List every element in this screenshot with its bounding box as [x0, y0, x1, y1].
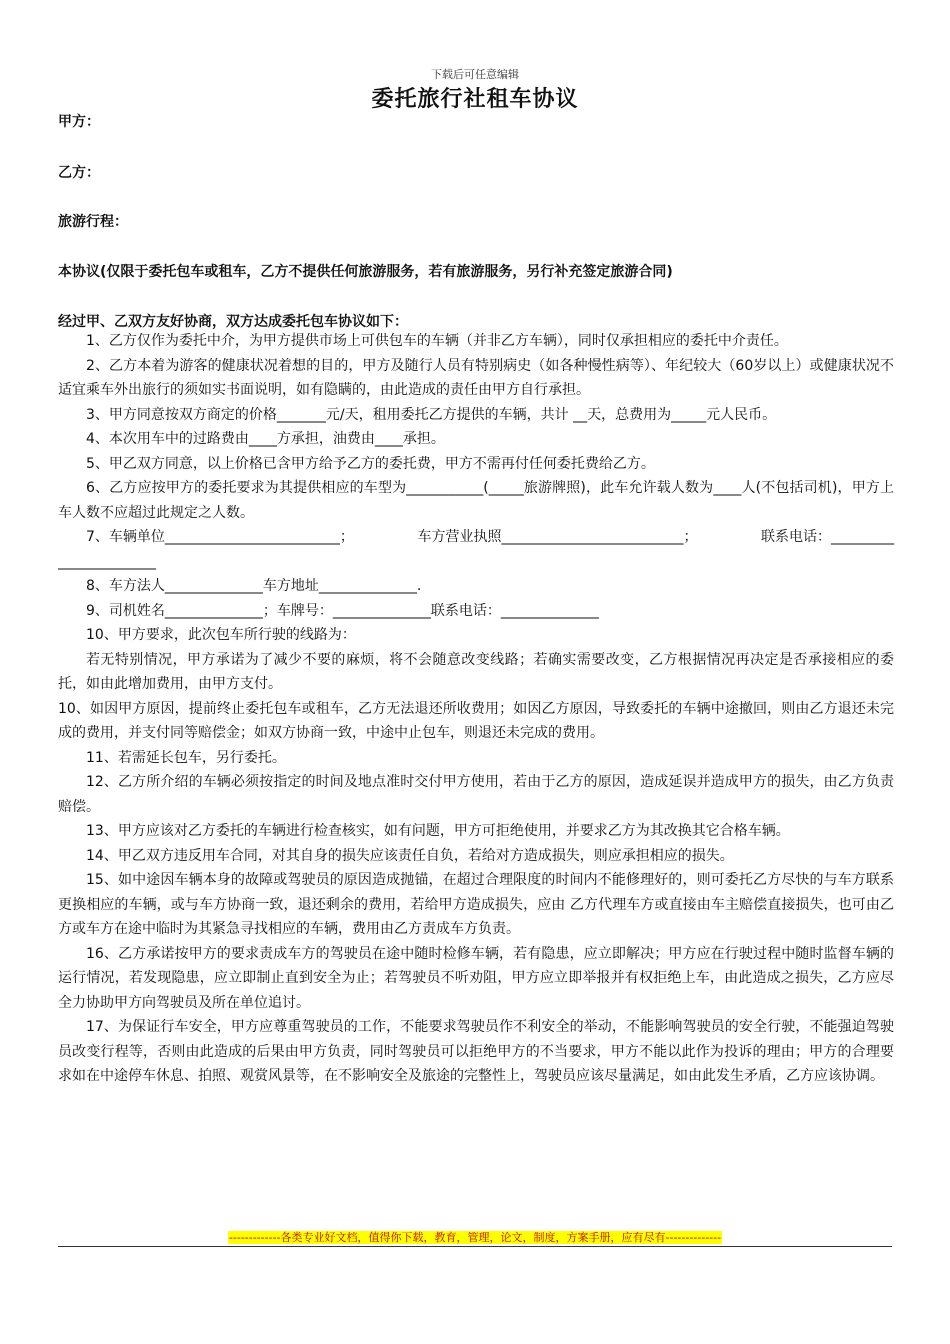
clause-3: 3、甲方同意按双方商定的价格_______元/天，租用委托乙方提供的车辆，共计 __天，总费用为_____元人民币。 — [86, 406, 777, 423]
clause-1: 1、乙方仅作为委托中介，为甲方提供市场上可供包车的车辆（并非乙方车辆），同时仅承担相应的委托中介责任。 — [86, 333, 788, 349]
clause-7 — [58, 525, 894, 550]
clause-11: 11、若需延长包车，另行委托。 — [86, 749, 286, 766]
footer-divider — [58, 1246, 892, 1247]
clause-14: 14、甲乙双方违反用车合同，对其自身的损失应该责任自负，若给对方造成损失，则应承担相应的损失。 — [86, 847, 734, 864]
clause-4: 4、本次用车中的过路费由____方承担，油费由____承担。 — [86, 431, 445, 447]
clause-7-phone: 联系电话：_________ — [760, 529, 894, 545]
clause-13: 13、甲方应该对乙方委托的车辆进行检查核实，如有问题，甲方可拒绝使用，并要求乙方为其改换其它合格车辆。 — [86, 823, 790, 839]
clause-6: 6、乙方应按甲方的委托要求为其提供相应的车型为___________(_____旅游牌照)，此车允许载人数为____人(不包括司机)，甲方上车人数不应超过此规定之人数。 — [58, 480, 894, 521]
party-a-label: 甲方： — [58, 114, 100, 130]
clause-7-business-license: 车方营业执照__________________________； — [417, 529, 698, 545]
clause-7-vehicle-unit: 7、车辆单位_________________________； — [86, 529, 354, 545]
intro-line: 经过甲、乙双方友好协商，双方达成委托包车协议如下： — [58, 314, 408, 330]
clause-10: 10、甲方要求，此次包车所行驶的线路为： — [86, 627, 356, 643]
clause-17: 17、为保证行车安全，甲方应尊重驾驶员的工作，不能要求驾驶员作不利安全的举动，不能影响驾驶员的安全行驶，不能强迫驾驶员改变行程等，否则由此造成的后果由甲方负责，同时驾驶员可以拒绝甲方的不当要求，甲方不能以此作为投诉的理由；甲方的合理要求如在中途停车休息、拍照、观赏风景等，在不影响安全及旅途的完整性上，驾驶员应该尽量满足，如由此发生矛盾，乙方应该协调。 — [58, 1019, 894, 1084]
clause-10-note: 若无特别情况，甲方承诺为了减少不要的麻烦，将不会随意改变线路；若确实需要改变，乙方根据情况再决定是否承接相应的委托，如由此增加费用，由甲方支付。 — [58, 651, 894, 692]
document-title: 委托旅行社租车协议 — [371, 87, 579, 112]
scope-note: 本协议(仅限于委托包车或租车，乙方不提供任何旅游服务，若有旅游服务，另行补充签定旅游合同) — [58, 264, 673, 280]
party-b-label: 乙方： — [58, 165, 100, 181]
clause-16: 16、乙方承诺按甲方的要求责成车方的驾驶员在途中随时检修车辆，若有隐患，应立即解决；甲方应在行驶过程中随时监督车辆的运行情况，若发现隐患，应立即制止直到安全为止；若驾驶员不听劝阻，甲方应立即举报并有权拒绝上车，由此造成之损失，乙方应尽全力协助甲方向驾驶员及所在单位追讨。 — [58, 945, 894, 1011]
footer-banner-text: -------------各类专业好文档，值得你下载，教育，管理，论文，制度，方案手册，应有尽有-------------- — [228, 1231, 722, 1244]
itinerary-label: 旅游行程： — [58, 214, 128, 230]
clause-7-phone-continued: ______________ — [58, 553, 156, 570]
clause-10b: 10、如因甲方原因，提前终止委托包车或租车，乙方无法退还所收费用；如因乙方原因，导致委托的车辆中途撤回，则由乙方退还未完成的费用，并支付同等赔偿金；如双方协商一致，中途中止包车，则退还未完成的费用。 — [58, 700, 894, 741]
clause-8: 8、车方法人______________车方地址______________. — [86, 578, 422, 594]
clause-12: 12、乙方所介绍的车辆必须按指定的时间及地点准时交付甲方使用，若由于乙方的原因，造成延误并造成甲方的损失，由乙方负责赔偿。 — [58, 774, 894, 815]
clause-9: 9、司机姓名______________；车牌号：______________联系电话：______________ — [86, 602, 599, 619]
clause-5: 5、甲乙双方同意，以上价格已含甲方给予乙方的委托费，甲方不需再付任何委托费给乙方。 — [86, 455, 655, 472]
footer-banner — [0, 1229, 950, 1245]
header-note: 下载后可任意编辑 — [431, 68, 519, 81]
clause-2: 2、乙方本着为游客的健康状况着想的目的，甲方及随行人员有特别病史（如各种慢性病等）、年纪较大（60岁以上）或健康状况不适宜乘车外出旅行的须如实书面说明，如有隐瞒的，由此造成的责任由甲方自行承担。 — [58, 357, 894, 398]
clauses-body — [58, 329, 894, 1089]
clause-15: 15、如中途因车辆本身的故障或驾驶员的原因造成抛锚，在超过合理限度的时间内不能修理好的，则可委托乙方尽快的与车方联系更换相应的车辆，或与车方协商一致，退还剩余的费用，若给甲方造成损失，应由 乙方代理车方或直接由车主赔偿直接损失，也可由乙方或车方在途中临时为其紧急寻找相应的车辆，费用由乙方责成车方负责。 — [58, 872, 894, 937]
